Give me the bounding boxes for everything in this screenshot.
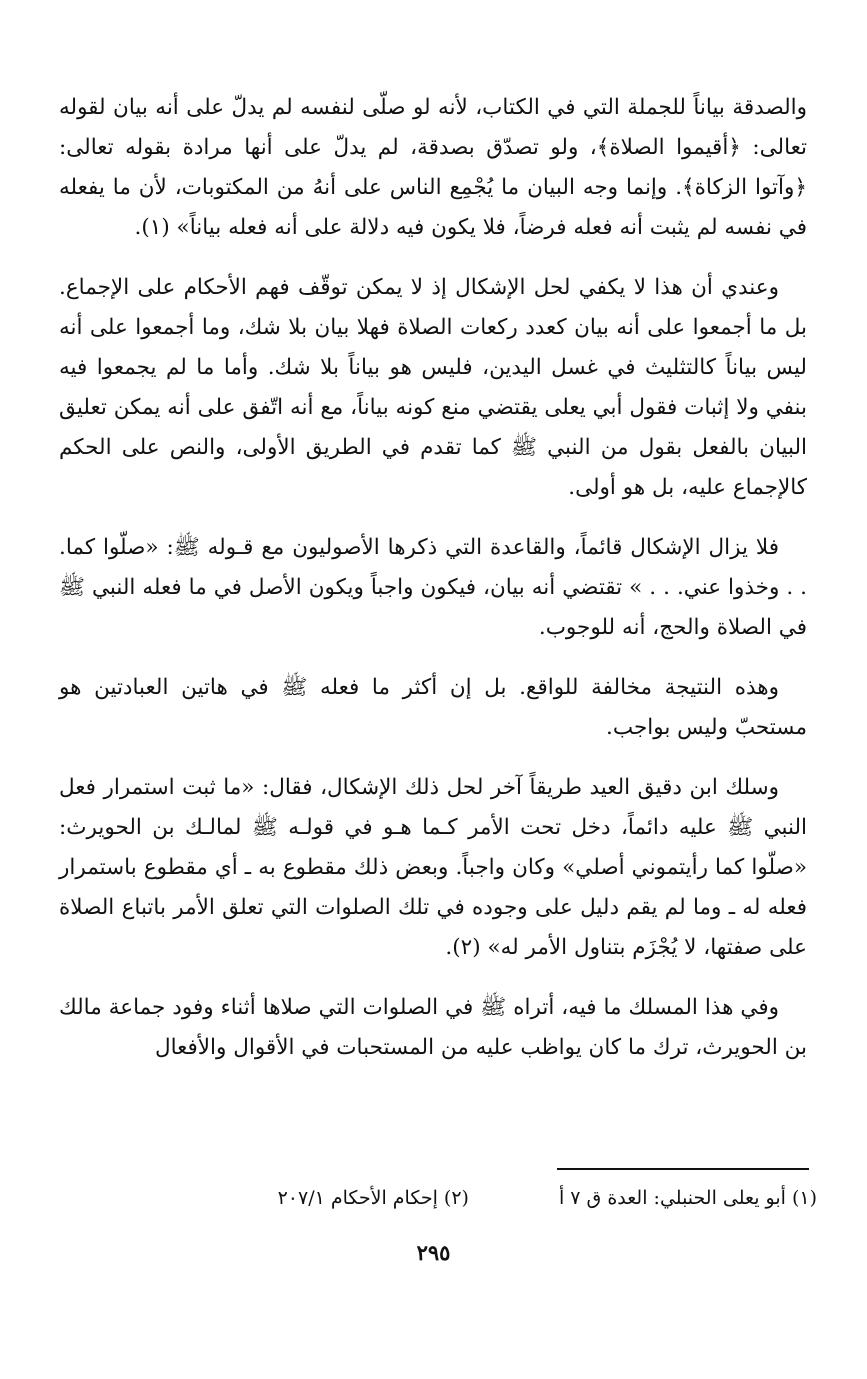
footnotes xyxy=(47,1182,817,1214)
footnote-1: (١) أبو يعلى الحنبلي: العدة ق ٧ أ xyxy=(558,1187,817,1209)
page-number: ٢٩٥ xyxy=(416,1240,451,1265)
paragraph-4: وهذه النتيجة مخالفة للواقع. بل إن أكثر ما فعله ﷺ في هاتين العبادتين هو مستحبّ وليس بواجب. xyxy=(59,675,807,740)
footnote-separator xyxy=(557,1168,809,1170)
paragraph-6: وفي هذا المسلك ما فيه، أتراه ﷺ في الصلوات التي صلاها أثناء وفود جماعة مالك بن الحويرث، ترك ما كان يواظب عليه من المستحبات في الأقوال والأفعال xyxy=(59,995,807,1060)
paragraph-3: فلا يزال الإشكال قائماً، والقاعدة التي ذكرها الأصوليون مع قـوله ﷺ: «صلّوا كما. . . وخذوا عني. . . » تقتضي أنه بيان، فيكون واجباً ويكون الأصل في ما فعله النبي ﷺ في الصلاة والحج، أنه للوجوب. xyxy=(59,535,807,640)
paragraph-5: وسلك ابن دقيق العيد طريقاً آخر لحل ذلك الإشكال، فقال: «ما ثبت استمرار فعل النبي ﷺ عليه دائماً، دخل تحت الأمر كـما هـو في قولـه ﷺ لمالـك بن الحويرث: «صلّوا كما رأيتموني أصلي» وكان واجباً. وبعض ذلك مقطوع به ـ أي مقطوع باستمرار فعله له ـ وما لم يقم دليل على وجوده في تلك الصلوات التي تعلق الأمر باتباع الصلاة على صفتها، لا يُجْزَم بتناول الأمر له» (٢). xyxy=(59,775,807,960)
main-text-body xyxy=(59,88,807,1088)
paragraph-2: وعندي أن هذا لا يكفي لحل الإشكال إذ لا يمكن توقّف فهم الأحكام على الإجماع. بل ما أجمعوا على أنه بيان كعدد ركعات الصلاة فهلا بيان بلا شك، وما أجمعوا على أنه ليس بياناً كالتثليث في غسل اليدين، فليس هو بياناً بلا شك. وأما ما لم يجمعوا فيه بنفي ولا إثبات فقول أبي يعلى يقتضي منع كونه بياناً، مع أنه اتّفق على أنه يمكن تعليق البيان بالفعل بقول من النبي ﷺ كما تقدم في الطريق الأولى، والنص على الحكم كالإجماع عليه، بل هو أولى. xyxy=(59,275,807,500)
footnote-2: (٢) إحكام الأحكام ٢٠٧/١ xyxy=(277,1187,469,1209)
paragraph-1: والصدقة بياناً للجملة التي في الكتاب، لأنه لو صلّى لنفسه لم يدلّ على أنه بيان لقوله تعالى: ﴿أقيموا الصلاة﴾، ولو تصدّق بصدقة، لم يدلّ على أنها مرادة بقوله تعالى: ﴿وآتوا الزكاة﴾. وإنما وجه البيان ما يُجْمِع الناس على أنهُ من المكتوبات، لأن ما يفعله في نفسه لم يثبت أنه فعله فرضاً، فلا يكون فيه دلالة على أنه فعله بياناً» (١). xyxy=(59,95,807,240)
